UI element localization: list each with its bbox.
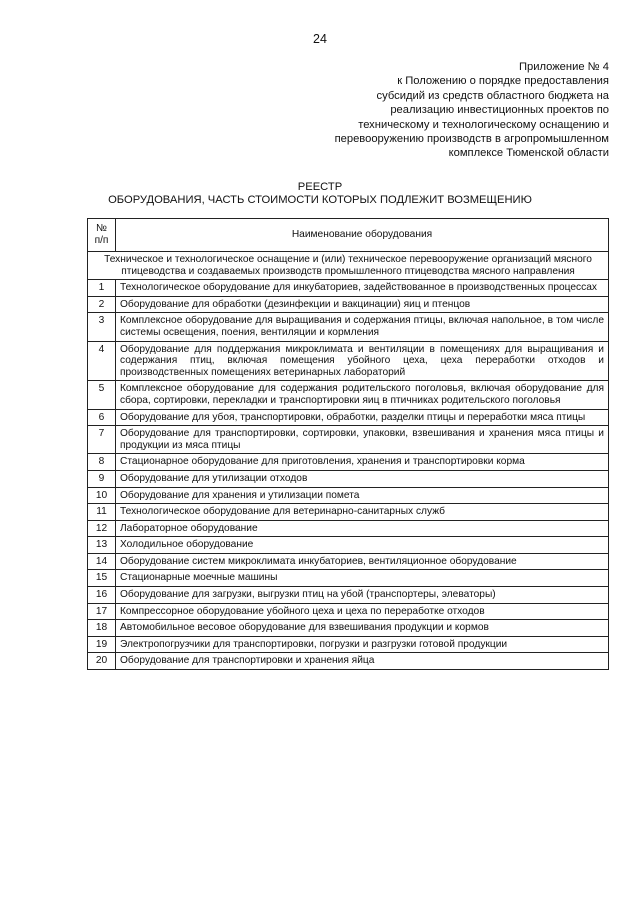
row-number: 6 (88, 409, 116, 426)
row-number: 13 (88, 537, 116, 554)
row-number: 11 (88, 504, 116, 521)
table-row (88, 636, 609, 653)
row-number: 9 (88, 470, 116, 487)
table-row (88, 426, 609, 454)
appendix-line: субсидий из средств областного бюджета на (376, 89, 609, 102)
equipment-name: Компрессорное оборудование убойного цеха и цеха по переработке отходов (116, 603, 609, 620)
appendix-line: техническому и технологическому оснащению и (358, 118, 609, 131)
table-row (88, 520, 609, 537)
table-row (88, 603, 609, 620)
appendix-line: Приложение № 4 (518, 61, 609, 73)
table-row (88, 620, 609, 637)
table-row (88, 504, 609, 521)
row-number: 10 (88, 487, 116, 504)
section-title: Техническое и технологическое оснащение и (или) техническое перевооружение организаций мясного птицеводства и создаваемых производств промышленного птицеводства мясного направления (88, 252, 609, 280)
equipment-name: Электропогрузчики для транспортировки, погрузки и разгрузки готовой продукции (116, 636, 609, 653)
title-line-2: ОБОРУДОВАНИЯ, ЧАСТЬ СТОИМОСТИ КОТОРЫХ ПОДЛЕЖИТ ВОЗМЕЩЕНИЮ (108, 194, 532, 206)
row-number: 12 (88, 520, 116, 537)
table-header-row (88, 219, 609, 252)
table-row (88, 280, 609, 297)
table-row (88, 570, 609, 587)
equipment-name: Стационарное оборудование для приготовления, хранения и транспортировки корма (116, 454, 609, 471)
equipment-name: Оборудование для обработки (дезинфекции и вакцинации) яиц и птенцов (116, 296, 609, 313)
equipment-name: Технологическое оборудование для инкубаториев, задействованное в производственных процессах (116, 280, 609, 297)
equipment-name: Оборудование для поддержания микроклимата и вентиляции в помещениях для выращивания и содержания птиц, включая помещения убойного цеха, цеха переработки отходов и производственных помещениях ветеринарных лабораторий (116, 341, 609, 381)
row-number: 15 (88, 570, 116, 587)
row-number: 2 (88, 296, 116, 313)
table-row (88, 487, 609, 504)
header-name: Наименование оборудования (116, 219, 609, 252)
header-number-abbr: п/п (94, 235, 109, 246)
equipment-name: Лабораторное оборудование (116, 520, 609, 537)
row-number: 16 (88, 587, 116, 604)
equipment-name: Оборудование для транспортировки и хранения яйца (116, 653, 609, 670)
equipment-name: Оборудование для транспортировки, сортировки, упаковки, взвешивания и хранения мяса птицы и продукции из мяса птицы (116, 426, 609, 454)
table-row (88, 587, 609, 604)
table-row (88, 653, 609, 670)
equipment-name: Комплексное оборудование для выращивания и содержания птицы, включая напольное, в том числе системы освещения, поения, вентиляции и кормления (116, 313, 609, 341)
header-number-sign: № (96, 223, 107, 235)
equipment-name: Холодильное оборудование (116, 537, 609, 554)
appendix-caption (289, 60, 609, 161)
row-number: 7 (88, 426, 116, 454)
section-row (88, 252, 609, 280)
row-number: 17 (88, 603, 116, 620)
table-row (88, 341, 609, 381)
table-row (88, 381, 609, 409)
table-row (88, 296, 609, 313)
row-number: 20 (88, 653, 116, 670)
row-number: 19 (88, 636, 116, 653)
header-number (88, 219, 116, 252)
equipment-registry-table (87, 218, 609, 670)
row-number: 14 (88, 553, 116, 570)
table-row (88, 454, 609, 471)
appendix-line: комплексе Тюменской области (448, 147, 609, 160)
row-number: 18 (88, 620, 116, 637)
equipment-name: Оборудование для загрузки, выгрузки птиц на убой (транспортеры, элеваторы) (116, 587, 609, 604)
row-number: 4 (88, 341, 116, 381)
equipment-name: Оборудование систем микроклимата инкубаториев, вентиляционное оборудование (116, 553, 609, 570)
appendix-line: к Положению о порядке предоставления (397, 75, 609, 88)
equipment-name: Оборудование для хранения и утилизации помета (116, 487, 609, 504)
equipment-name: Технологическое оборудование для ветеринарно-санитарных служб (116, 504, 609, 521)
equipment-name: Стационарные моечные машины (116, 570, 609, 587)
title-line-1: РЕЕСТР (297, 181, 343, 193)
equipment-name: Оборудование для убоя, транспортировки, обработки, разделки птицы и переработки мяса птицы (116, 409, 609, 426)
table-row (88, 313, 609, 341)
table-row (88, 553, 609, 570)
equipment-name: Автомобильное весовое оборудование для взвешивания продукции и кормов (116, 620, 609, 637)
row-number: 1 (88, 280, 116, 297)
row-number: 3 (88, 313, 116, 341)
document-title (0, 181, 640, 207)
equipment-name: Оборудование для утилизации отходов (116, 470, 609, 487)
appendix-line: реализацию инвестиционных проектов по (390, 104, 609, 117)
table-row (88, 409, 609, 426)
table-row (88, 470, 609, 487)
page-number: 24 (313, 32, 327, 46)
equipment-name: Комплексное оборудование для содержания родительского поголовья, включая оборудование для сбора, сортировки, перекладки и транспортировки яиц в птичниках родительского поголовья (116, 381, 609, 409)
table-row (88, 537, 609, 554)
row-number: 8 (88, 454, 116, 471)
appendix-line: перевооружению производств в агропромышленном (334, 133, 609, 146)
row-number: 5 (88, 381, 116, 409)
